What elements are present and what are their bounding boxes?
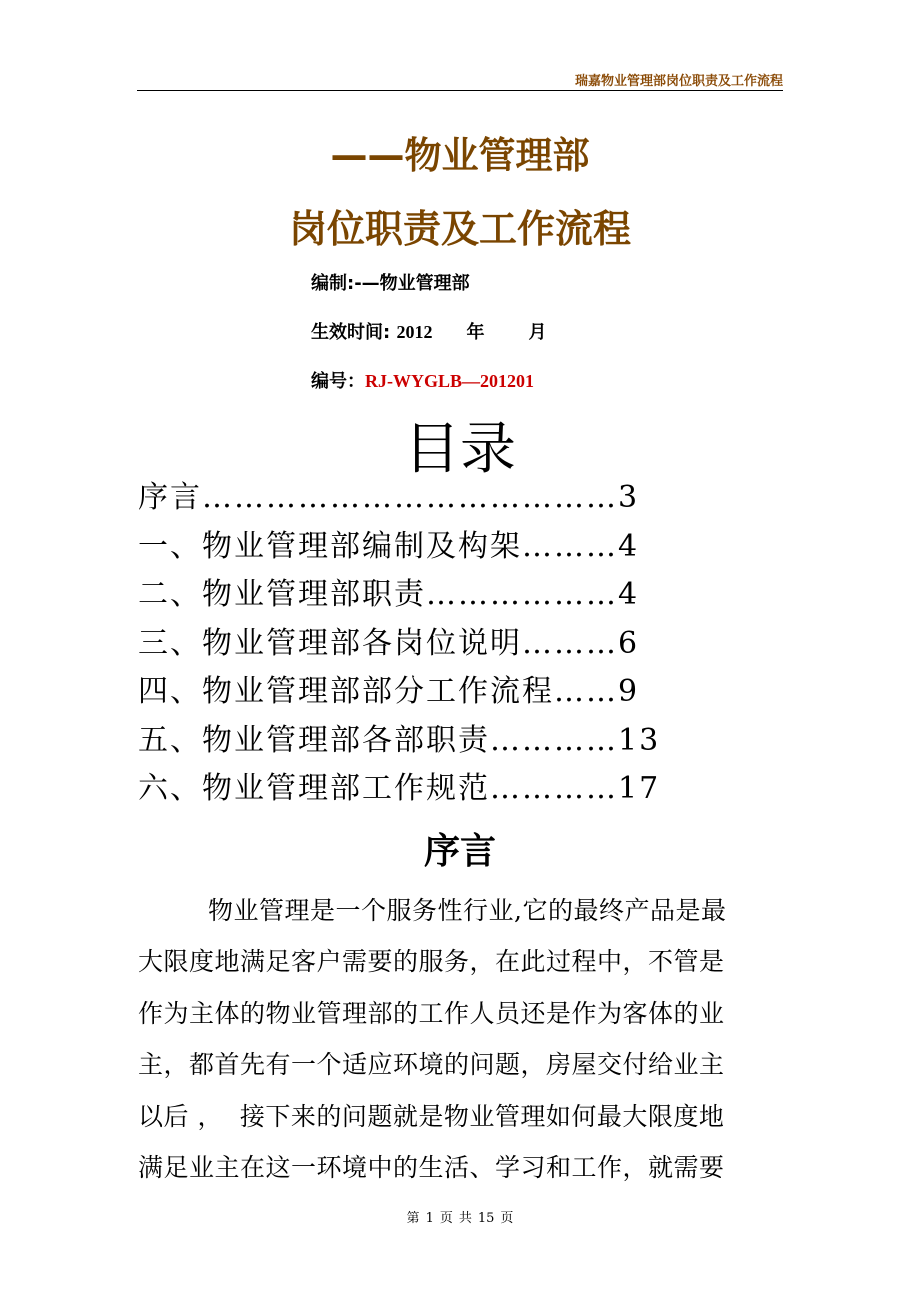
toc-item[interactable]: [138, 523, 660, 572]
document-title-line1: ——物业管理部: [330, 134, 590, 177]
toc-item-page: 6: [618, 625, 640, 661]
document-title-line2: 岗位职责及工作流程: [288, 207, 631, 251]
toc-item-dots: ………: [522, 528, 618, 564]
toc-item[interactable]: [138, 765, 660, 814]
footer-prefix: 第: [406, 1211, 420, 1226]
toc-item[interactable]: [138, 668, 660, 717]
toc-item-dots: ………: [522, 625, 618, 661]
toc-item-page: 9: [618, 674, 640, 709]
toc-item-label: 一、物业管理部编制及构架: [138, 528, 522, 564]
document-code-label: 编号：: [311, 371, 365, 392]
toc-item-dots: ………………: [426, 577, 618, 612]
page-footer: [0, 1207, 920, 1226]
toc-item-page: 17: [618, 771, 661, 806]
preface-line: 物业管理是一个服务性行业,它的最终产品是最: [208, 896, 727, 925]
month-unit: 月: [528, 322, 547, 343]
toc-item-dots: …………………………………: [202, 480, 618, 515]
preface-body: [138, 885, 782, 1193]
preface-title: 序言: [423, 831, 496, 872]
running-header-title: 瑞嘉物业管理部岗位职责及工作流程: [574, 74, 783, 89]
preface-line: 主，都首先有一个适应环境的问题，房屋交付给业主: [138, 1050, 725, 1080]
footer-suffix: 页: [500, 1211, 514, 1226]
toc-item[interactable]: [138, 620, 660, 669]
toc-item-label: 二、物业管理部职责: [138, 577, 426, 612]
document-code-line: [311, 367, 534, 393]
preface-line: 大限度地满足客户需要的服务，在此过程中，不管是: [138, 947, 725, 977]
toc-item-label: 六、物业管理部工作规范: [138, 771, 490, 806]
toc-title: 目录: [404, 417, 516, 482]
effective-year: 2012: [396, 322, 433, 342]
preface-line: 满足业主在这一环境中的生活、学习和工作，就需要: [138, 1152, 725, 1182]
toc-item-dots: …………: [490, 771, 618, 806]
toc-item[interactable]: [138, 474, 660, 523]
toc-item-page: 4: [618, 528, 640, 564]
effective-date-line: [311, 318, 546, 344]
preface-line: 作为主体的物业管理部的工作人员还是作为客体的业: [138, 998, 725, 1028]
footer-total-word: 共: [458, 1211, 472, 1226]
toc-item-dots: …………: [490, 722, 618, 758]
toc-item-label: 序言: [138, 480, 202, 515]
compiler-line: 编制:-—物业管理部: [311, 273, 470, 294]
preface-line: 以后 ， 接下来的问题就是物业管理如何最大限度地: [138, 1101, 725, 1131]
toc-item[interactable]: [138, 571, 660, 620]
year-unit: 年: [466, 322, 485, 343]
toc-item-label: 四、物业管理部部分工作流程: [138, 674, 554, 709]
footer-page-word: 页: [439, 1211, 453, 1226]
footer-total-pages: 15: [477, 1211, 495, 1226]
header-rule: [137, 90, 783, 91]
effective-date-label: 生效时间:: [311, 322, 391, 343]
document-code-value: RJ-WYGLB—201201: [365, 371, 535, 391]
toc-item-dots: ……: [554, 674, 618, 709]
toc-item-label: 五、物业管理部各部职责: [138, 722, 490, 758]
toc-item-page: 13: [618, 722, 661, 758]
toc-item[interactable]: [138, 717, 660, 766]
toc-item-page: 3: [618, 480, 640, 515]
toc-item-page: 4: [618, 577, 640, 612]
toc-list: [138, 474, 660, 814]
footer-page-number: 1: [425, 1211, 434, 1226]
toc-item-label: 三、物业管理部各岗位说明: [138, 625, 522, 661]
